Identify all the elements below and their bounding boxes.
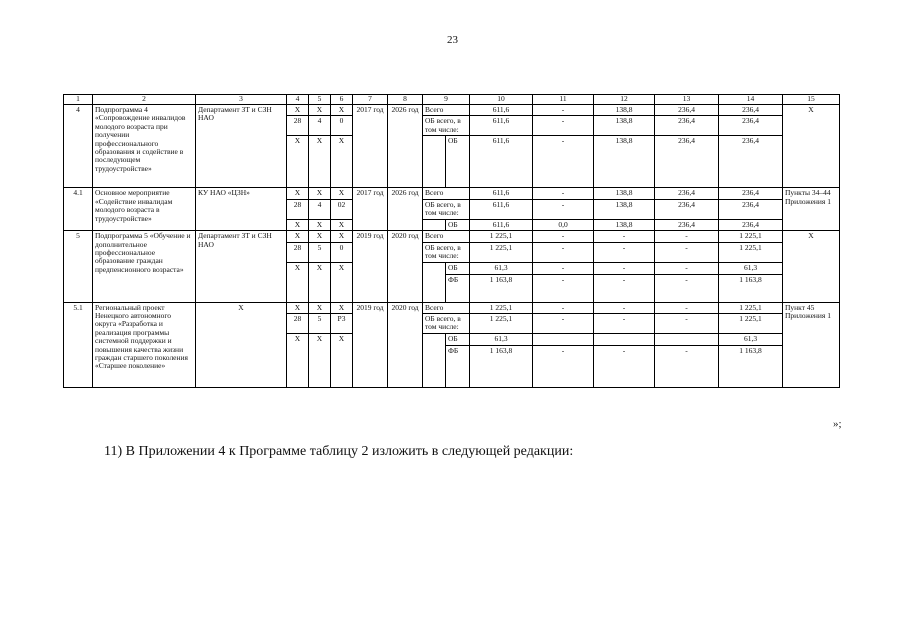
value-cell: - xyxy=(594,302,655,313)
value-cell: 1 225,1 xyxy=(719,242,783,262)
start-year: 2019 год xyxy=(353,231,388,302)
value-cell: 1 225,1 xyxy=(470,231,533,242)
value-cell: - xyxy=(533,136,594,188)
value-cell: - xyxy=(655,302,719,313)
code-cell: X xyxy=(309,219,331,230)
value-cell: 138,8 xyxy=(594,105,655,116)
source-indent xyxy=(423,219,446,230)
code-cell: X xyxy=(309,188,331,199)
value-cell: 611,6 xyxy=(470,105,533,116)
source-indent xyxy=(423,262,446,302)
source-label: Всего xyxy=(423,105,470,116)
end-year: 2026 год xyxy=(388,188,423,231)
value-cell: - xyxy=(594,274,655,302)
value-cell: 61,3 xyxy=(470,333,533,345)
code-cell: 02 xyxy=(331,199,353,219)
header-row xyxy=(64,95,840,105)
value-cell: - xyxy=(533,188,594,199)
value-cell: - xyxy=(533,302,594,313)
table-row xyxy=(64,231,840,242)
value-cell xyxy=(533,333,594,345)
row-name: Подпрограмма 5 «Обучение и дополнительное профессиональное образование граждан предпенсионного возраста» xyxy=(93,231,196,302)
code-cell: X xyxy=(287,105,309,116)
value-cell: 1 163,8 xyxy=(470,274,533,302)
value-cell: - xyxy=(655,313,719,333)
header-cell: 15 xyxy=(783,95,840,105)
row-number: 4 xyxy=(64,105,93,188)
instruction-paragraph: 11) В Приложении 4 к Программе таблицу 2 изложить в следующей редакции: xyxy=(104,444,574,459)
page-number: 23 xyxy=(447,34,458,46)
code-cell: 28 xyxy=(287,313,309,333)
value-cell: 611,6 xyxy=(470,136,533,188)
value-cell: 236,4 xyxy=(719,116,783,136)
code-cell: 28 xyxy=(287,242,309,262)
source-label: ОБ всего, в том числе: xyxy=(423,116,470,136)
value-cell: 236,4 xyxy=(655,219,719,230)
row-executor: Департамент ЗТ и СЗН НАО xyxy=(196,231,287,302)
value-cell: 611,6 xyxy=(470,116,533,136)
table-row xyxy=(64,302,840,313)
code-cell: X xyxy=(309,333,331,387)
header-cell: 7 xyxy=(353,95,388,105)
source-label: ОБ всего, в том числе: xyxy=(423,199,470,219)
header-cell: 8 xyxy=(388,95,423,105)
value-cell: 611,6 xyxy=(470,199,533,219)
value-cell: 0,0 xyxy=(533,219,594,230)
row-executor: X xyxy=(196,302,287,387)
row-name: Подпрограмма 4 «Сопровождение инвалидов молодого возраста при получении профессионального образования и содействие в последующем трудоустройстве» xyxy=(93,105,196,188)
code-cell: 5 xyxy=(309,242,331,262)
value-cell: 236,4 xyxy=(655,188,719,199)
header-cell: 9 xyxy=(423,95,470,105)
value-cell: - xyxy=(655,262,719,274)
value-cell: - xyxy=(533,262,594,274)
header-cell: 1 xyxy=(64,95,93,105)
value-cell: - xyxy=(655,274,719,302)
value-cell: - xyxy=(655,345,719,387)
value-cell: 138,8 xyxy=(594,199,655,219)
row-note: X xyxy=(783,105,840,188)
value-cell: - xyxy=(533,231,594,242)
value-cell: 236,4 xyxy=(655,116,719,136)
table-row xyxy=(64,105,840,116)
value-cell xyxy=(655,333,719,345)
code-cell: 4 xyxy=(309,116,331,136)
code-cell: 28 xyxy=(287,199,309,219)
header-cell: 11 xyxy=(533,95,594,105)
code-cell: X xyxy=(331,333,353,387)
source-indent xyxy=(423,136,446,188)
row-executor: КУ НАО «ЦЗН» xyxy=(196,188,287,231)
end-year: 2020 год xyxy=(388,302,423,387)
row-executor: Департамент ЗТ и СЗН НАО xyxy=(196,105,287,188)
code-cell: X xyxy=(287,333,309,387)
source-label: ОБ xyxy=(446,136,470,188)
code-cell: 4 xyxy=(309,199,331,219)
value-cell: 611,6 xyxy=(470,188,533,199)
source-indent xyxy=(423,333,446,387)
value-cell: 1 163,8 xyxy=(719,345,783,387)
value-cell: 236,4 xyxy=(719,188,783,199)
code-cell: P3 xyxy=(331,313,353,333)
header-cell: 6 xyxy=(331,95,353,105)
code-cell: X xyxy=(309,262,331,302)
value-cell: 1 225,1 xyxy=(470,242,533,262)
value-cell: 236,4 xyxy=(655,105,719,116)
source-label: Всего xyxy=(423,302,470,313)
row-number: 5.1 xyxy=(64,302,93,387)
value-cell: - xyxy=(594,345,655,387)
source-label: ФБ xyxy=(446,345,470,387)
code-cell: 5 xyxy=(309,313,331,333)
value-cell: 138,8 xyxy=(594,136,655,188)
code-cell: 0 xyxy=(331,116,353,136)
value-cell: - xyxy=(655,242,719,262)
value-cell: - xyxy=(533,116,594,136)
code-cell: X xyxy=(309,302,331,313)
code-cell: X xyxy=(331,231,353,242)
value-cell: 236,4 xyxy=(719,199,783,219)
value-cell: - xyxy=(594,231,655,242)
value-cell: - xyxy=(533,274,594,302)
source-label: ОБ xyxy=(446,262,470,274)
code-cell: X xyxy=(331,262,353,302)
code-cell: X xyxy=(287,188,309,199)
value-cell: - xyxy=(594,242,655,262)
row-note: Пункты 34–44 Приложения 1 xyxy=(783,188,840,231)
header-cell: 14 xyxy=(719,95,783,105)
code-cell: X xyxy=(309,231,331,242)
code-cell: X xyxy=(287,302,309,313)
value-cell: 236,4 xyxy=(655,136,719,188)
code-cell: X xyxy=(331,136,353,188)
source-label: ОБ xyxy=(446,219,470,230)
code-cell: X xyxy=(287,231,309,242)
value-cell: 1 225,1 xyxy=(719,231,783,242)
source-label: ФБ xyxy=(446,274,470,302)
header-cell: 12 xyxy=(594,95,655,105)
code-cell: X xyxy=(287,219,309,230)
source-label: ОБ всего, в том числе: xyxy=(423,313,470,333)
header-cell: 10 xyxy=(470,95,533,105)
value-cell: 611,6 xyxy=(470,219,533,230)
code-cell: X xyxy=(331,302,353,313)
row-number: 4.1 xyxy=(64,188,93,231)
value-cell: 1 225,1 xyxy=(470,313,533,333)
source-label: ОБ всего, в том числе: xyxy=(423,242,470,262)
header-cell: 13 xyxy=(655,95,719,105)
row-name: Региональный проект Ненецкого автономного округа «Разработка и реализация программы системной поддержки и повышения качества жизни граждан старшего поколения «Старшее поколение» xyxy=(93,302,196,387)
end-year: 2020 год xyxy=(388,231,423,302)
header-cell: 4 xyxy=(287,95,309,105)
table-row xyxy=(64,188,840,199)
header-cell: 3 xyxy=(196,95,287,105)
start-year: 2017 год xyxy=(353,105,388,188)
value-cell: 61,3 xyxy=(719,262,783,274)
value-cell: 1 163,8 xyxy=(719,274,783,302)
row-note: X xyxy=(783,231,840,302)
header-cell: 2 xyxy=(93,95,196,105)
value-cell: 1 225,1 xyxy=(719,302,783,313)
value-cell: 1 225,1 xyxy=(470,302,533,313)
value-cell: 1 163,8 xyxy=(470,345,533,387)
source-label: Всего xyxy=(423,231,470,242)
code-cell: X xyxy=(287,262,309,302)
value-cell: 138,8 xyxy=(594,219,655,230)
source-label: ОБ xyxy=(446,333,470,345)
row-number: 5 xyxy=(64,231,93,302)
value-cell xyxy=(594,333,655,345)
code-cell: X xyxy=(331,219,353,230)
value-cell: - xyxy=(533,199,594,219)
value-cell: 236,4 xyxy=(655,199,719,219)
value-cell: - xyxy=(594,262,655,274)
row-name: Основное мероприятие «Содействие инвалидам молодого возраста в трудоустройстве» xyxy=(93,188,196,231)
value-cell: - xyxy=(533,105,594,116)
code-cell: X xyxy=(309,136,331,188)
value-cell: 236,4 xyxy=(719,136,783,188)
value-cell: 138,8 xyxy=(594,116,655,136)
end-year: 2026 год xyxy=(388,105,423,188)
code-cell: 28 xyxy=(287,116,309,136)
row-note: Пункт 45 Приложения 1 xyxy=(783,302,840,387)
code-cell: X xyxy=(287,136,309,188)
value-cell: - xyxy=(594,313,655,333)
code-cell: X xyxy=(331,105,353,116)
value-cell: - xyxy=(533,345,594,387)
value-cell: 1 225,1 xyxy=(719,313,783,333)
source-label: Всего xyxy=(423,188,470,199)
value-cell: - xyxy=(533,242,594,262)
start-year: 2019 год xyxy=(353,302,388,387)
closing-quote: »; xyxy=(833,418,842,430)
header-cell: 5 xyxy=(309,95,331,105)
value-cell: - xyxy=(533,313,594,333)
value-cell: 61,3 xyxy=(719,333,783,345)
start-year: 2017 год xyxy=(353,188,388,231)
code-cell: X xyxy=(309,105,331,116)
code-cell: 0 xyxy=(331,242,353,262)
value-cell: 61,3 xyxy=(470,262,533,274)
code-cell: X xyxy=(331,188,353,199)
value-cell: 138,8 xyxy=(594,188,655,199)
value-cell: 236,4 xyxy=(719,219,783,230)
value-cell: 236,4 xyxy=(719,105,783,116)
value-cell: - xyxy=(655,231,719,242)
program-table xyxy=(63,94,840,388)
